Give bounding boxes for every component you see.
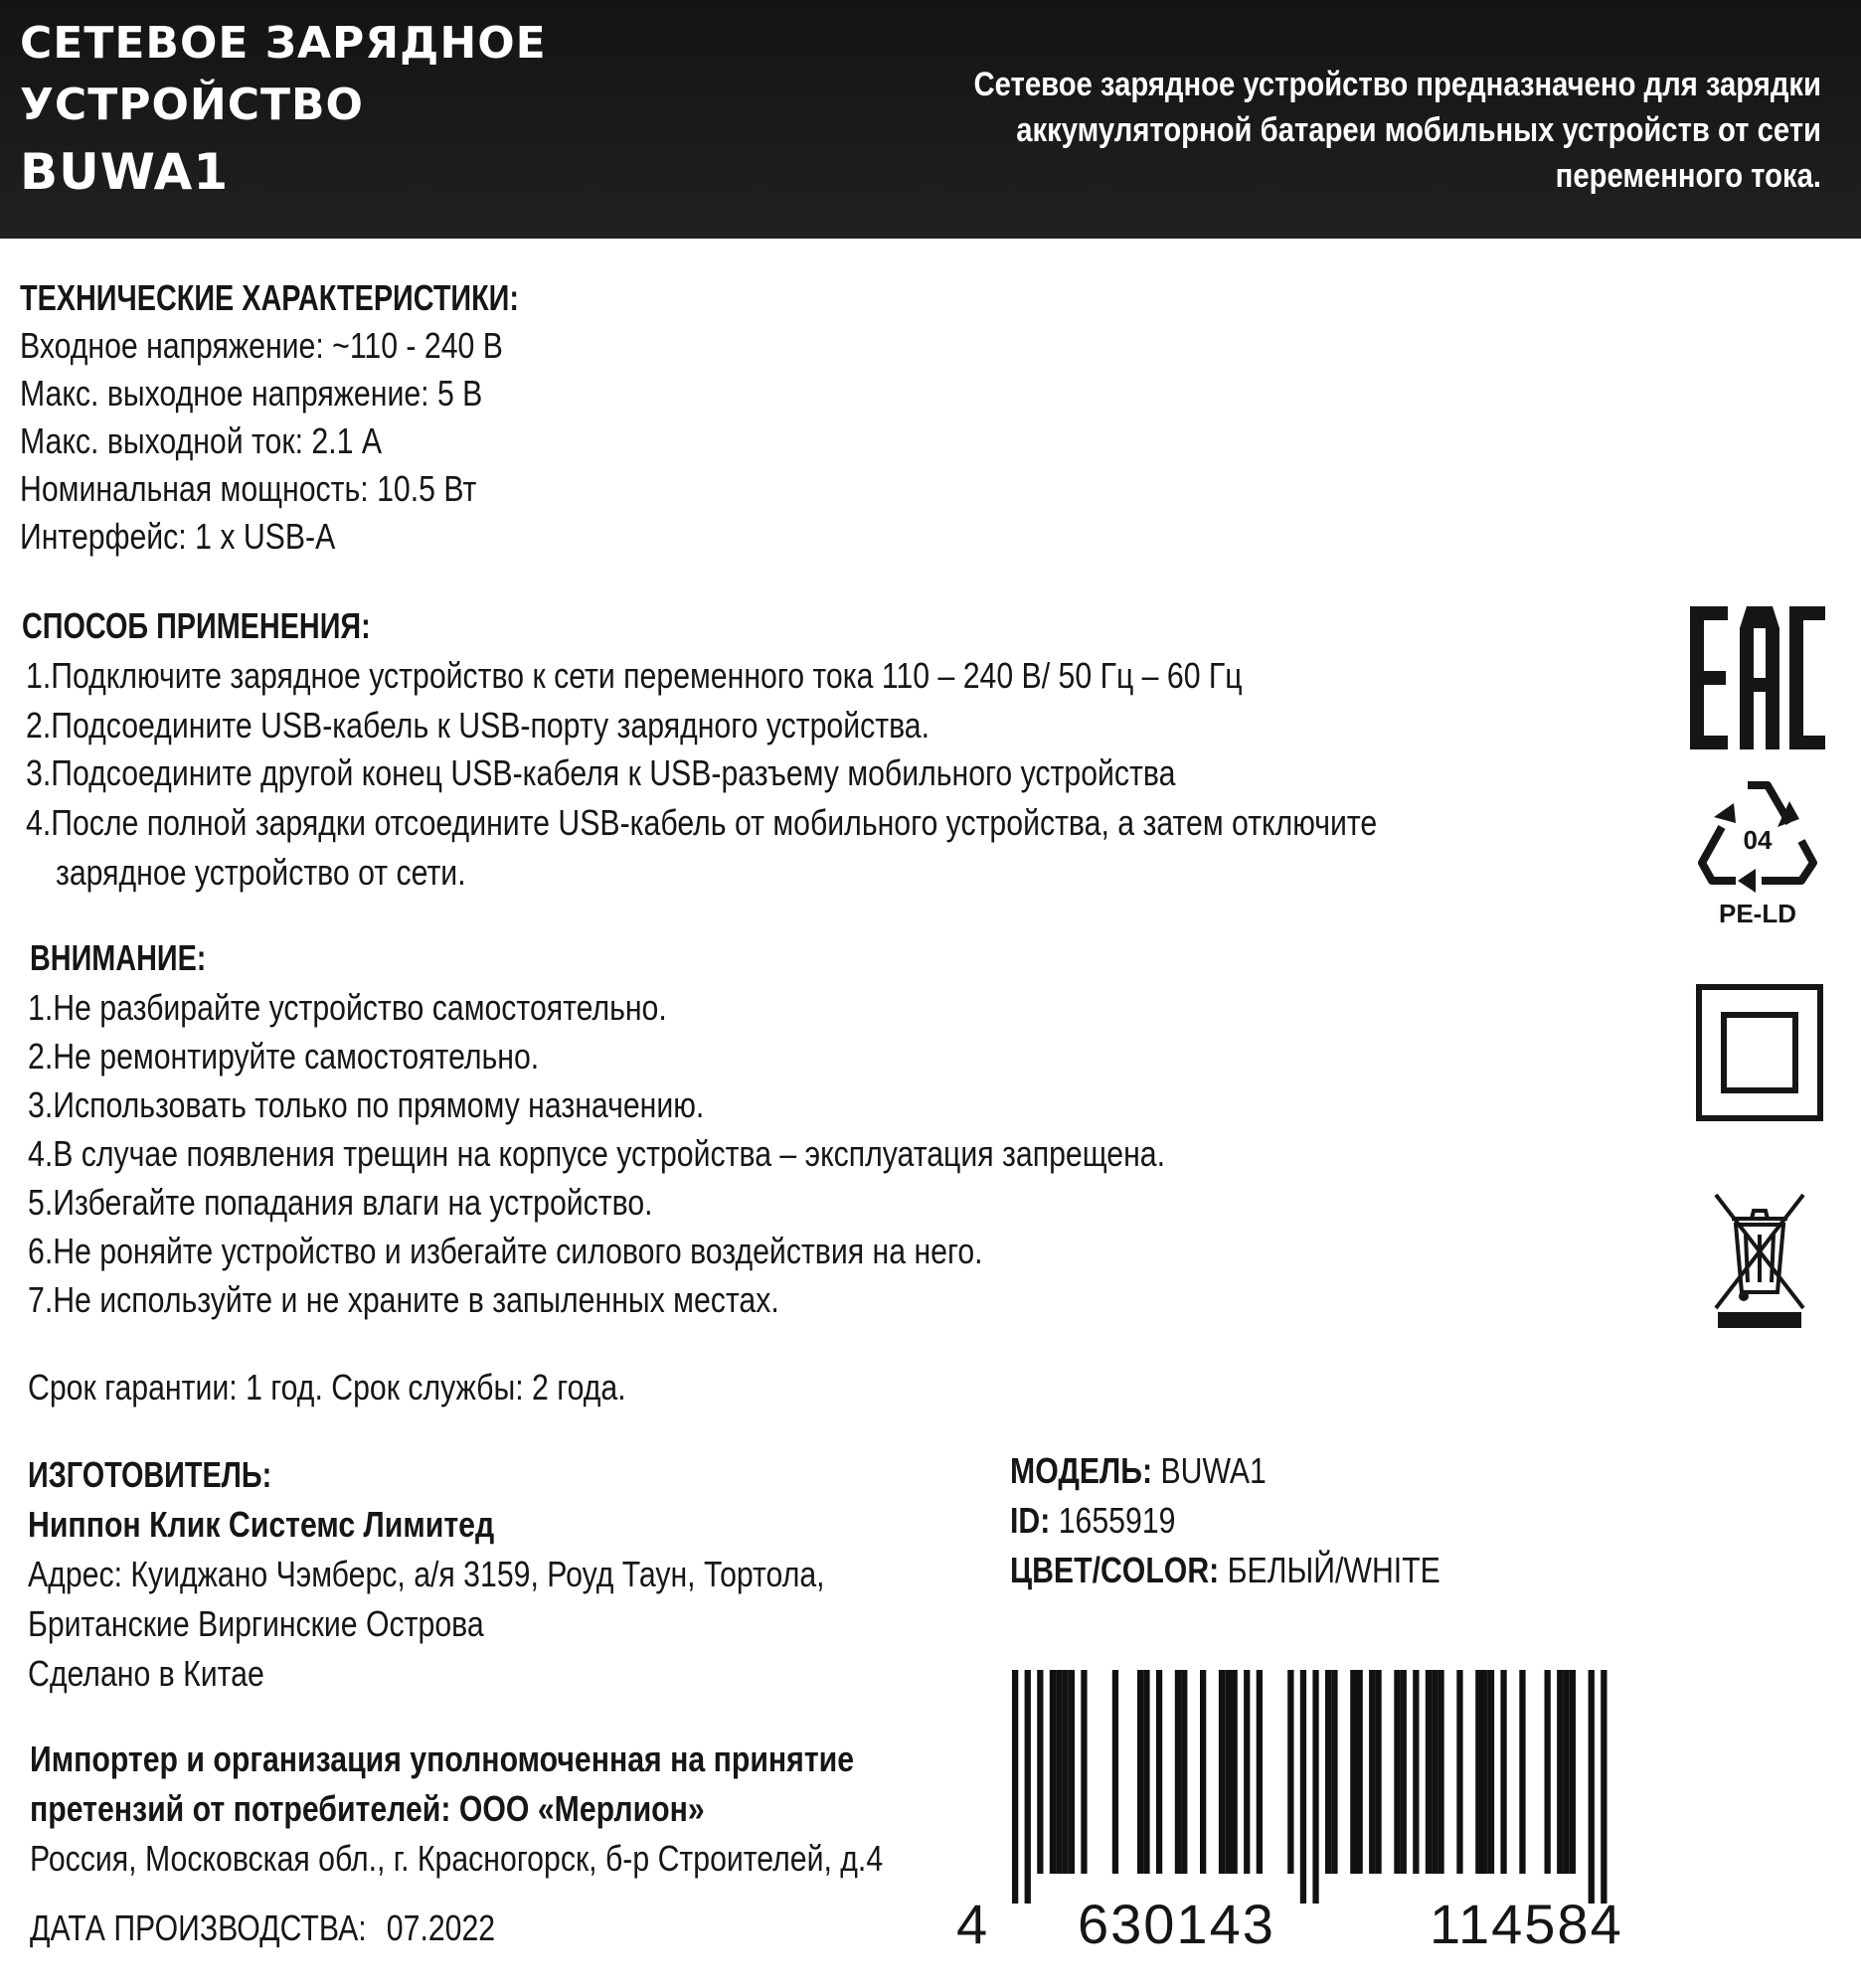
barcode-bar <box>1012 1670 1018 1904</box>
spec-item: Макс. выходное напряжение: 5 В <box>20 373 483 414</box>
spec-item: Номинальная мощность: 10.5 Вт <box>20 468 477 509</box>
description-line1: Сетевое зарядное устройство предназначено для зарядки <box>973 66 1821 103</box>
id-label: ID: <box>1010 1500 1051 1541</box>
header-band <box>0 0 1861 239</box>
manufacturer-address-line1: Адрес: Куиджано Чэмберс, а/я 3159, Роуд Таун, Тортола, <box>28 1554 825 1594</box>
recycle-material: PE-LD <box>1719 899 1796 928</box>
barcode-bar <box>1037 1670 1043 1874</box>
barcode-bar <box>1232 1670 1238 1874</box>
barcode-group2: 114584 <box>1430 1893 1623 1955</box>
warning-item: 6.Не роняйте устройство и избегайте силового воздействия на него. <box>28 1231 983 1271</box>
barcode-bar <box>1500 1670 1506 1874</box>
importer-address: Россия, Московская обл., г. Красногорск, б-р Строителей, д.4 <box>30 1838 884 1879</box>
spec-item: Макс. выходной ток: 2.1 А <box>20 420 383 461</box>
warning-heading: ВНИМАНИЕ: <box>30 937 207 978</box>
usage-step: 1.Подключите зарядное устройство к сети переменного тока 110 – 240 В/ 50 Гц – 60 Гц <box>26 655 1243 696</box>
product-description <box>838 62 1821 199</box>
recycle-icon <box>1690 775 1825 934</box>
barcode-bar <box>1257 1670 1263 1874</box>
specs-heading: ТЕХНИЧЕСКИЕ ХАРАКТЕРИСТИКИ: <box>20 277 519 318</box>
weee-crossed-bin-icon <box>1710 1191 1809 1330</box>
barcode-bar <box>1225 1670 1231 1874</box>
color-label: ЦВЕТ/COLOR: <box>1010 1550 1220 1590</box>
barcode-bar <box>1375 1670 1381 1874</box>
recycle-code: 04 <box>1743 825 1773 855</box>
barcode-bar <box>1325 1670 1331 1874</box>
barcode-bars <box>954 1670 1670 1904</box>
barcode-bar <box>1488 1670 1494 1874</box>
barcode-group1: 630143 <box>1078 1893 1275 1955</box>
barcode-bar <box>1175 1670 1181 1874</box>
barcode-bar <box>1081 1670 1087 1874</box>
manufacturer-address-line2: Британские Виргинские Острова <box>28 1603 484 1644</box>
barcode-bar <box>1056 1670 1062 1874</box>
barcode-bar <box>1357 1670 1363 1874</box>
barcode-bar <box>1112 1670 1118 1874</box>
barcode-bar <box>1219 1670 1225 1874</box>
barcode-bar <box>1570 1670 1576 1874</box>
eac-mark-icon <box>1690 606 1825 749</box>
barcode-bar <box>1244 1670 1250 1874</box>
barcode-bar <box>1432 1670 1438 1874</box>
barcode-bar <box>1050 1670 1056 1874</box>
barcode <box>954 1670 1670 1978</box>
warranty-text: Срок гарантии: 1 год. Срок службы: 2 года. <box>28 1367 626 1408</box>
spec-item: Интерфейс: 1 х USB-A <box>20 516 336 557</box>
usage-heading: СПОСОБ ПРИМЕНЕНИЯ: <box>22 605 371 646</box>
product-model-title: BUWA1 <box>20 143 230 201</box>
barcode-bar <box>1287 1670 1293 1874</box>
barcode-bar <box>1557 1670 1563 1874</box>
usage-step-continuation: зарядное устройство от сети. <box>56 852 466 893</box>
warning-item: 3.Использовать только по прямому назначению. <box>28 1084 705 1125</box>
barcode-bar <box>1350 1670 1356 1874</box>
barcode-bar <box>1062 1670 1068 1874</box>
barcode-bar <box>1143 1670 1149 1874</box>
double-insulation-icon <box>1696 984 1823 1121</box>
spec-item: Входное напряжение: ~110 - 240 В <box>20 325 503 366</box>
barcode-bar <box>1589 1670 1595 1904</box>
warning-item: 5.Избегайте попадания влаги на устройство. <box>28 1182 653 1223</box>
id-line <box>1010 1500 1176 1541</box>
barcode-bar <box>1137 1670 1143 1874</box>
barcode-bar <box>1426 1670 1432 1874</box>
barcode-bar <box>1331 1670 1337 1874</box>
warning-item: 2.Не ремонтируйте самостоятельно. <box>28 1036 540 1077</box>
barcode-bar <box>1181 1670 1187 1874</box>
barcode-bar <box>1601 1670 1607 1904</box>
barcode-bar <box>1456 1670 1462 1874</box>
warning-item: 1.Не разбирайте устройство самостоятельно. <box>28 987 667 1028</box>
barcode-first-digit: 4 <box>956 1893 990 1955</box>
barcode-bar <box>1369 1670 1375 1874</box>
origin-country: Сделано в Китае <box>28 1653 264 1694</box>
usage-step: 2.Подсоедините USB-кабель к USB-порту зарядного устройства. <box>26 705 930 746</box>
product-title-line1: СЕТЕВОЕ ЗАРЯДНОЕ <box>20 18 547 69</box>
barcode-bar <box>1413 1670 1419 1874</box>
manufacturer-name: Ниппон Клик Системс Лимитед <box>28 1504 495 1545</box>
barcode-bar <box>1438 1670 1443 1874</box>
barcode-bar <box>1401 1670 1407 1874</box>
production-date <box>30 1907 496 1948</box>
barcode-bar <box>1300 1670 1306 1904</box>
production-date-label: ДАТА ПРОИЗВОДСТВА: <box>30 1907 367 1948</box>
barcode-bar <box>1312 1670 1318 1904</box>
barcode-bar <box>1200 1670 1206 1874</box>
barcode-bar <box>1156 1670 1162 1874</box>
usage-step: 3.Подсоедините другой конец USB-кабеля к USB-разъему мобильного устройства <box>26 752 1176 793</box>
color-line <box>1010 1550 1440 1590</box>
description-line2: аккумуляторной батареи мобильных устройств от сети переменного тока. <box>1016 111 1821 195</box>
barcode-bar <box>1545 1670 1551 1874</box>
usage-step: 4.После полной зарядки отсоедините USB-кабель от мобильного устройства, а затем отключите <box>26 802 1378 843</box>
model-label: МОДЕЛЬ: <box>1010 1450 1153 1491</box>
importer-line1: Импортер и организация уполномоченная на принятие <box>30 1739 855 1779</box>
warning-item: 4.В случае появления трещин на корпусе устройства – эксплуатация запрещена. <box>28 1133 1166 1174</box>
barcode-bar <box>1394 1670 1400 1874</box>
barcode-bar <box>1475 1670 1481 1874</box>
model-line <box>1010 1450 1267 1491</box>
barcode-bar <box>1519 1670 1525 1874</box>
barcode-bar <box>1025 1670 1031 1904</box>
production-date-value: 07.2022 <box>386 1907 496 1948</box>
model-value: BUWA1 <box>1160 1450 1267 1491</box>
warning-item: 7.Не используйте и не храните в запыленных местах. <box>28 1279 779 1320</box>
importer-line2: претензий от потребителей: ООО «Мерлион» <box>30 1788 705 1829</box>
product-title-line2: УСТРОЙСТВО <box>20 80 364 130</box>
barcode-bar <box>1069 1670 1075 1874</box>
manufacturer-heading: ИЗГОТОВИТЕЛЬ: <box>28 1454 272 1495</box>
id-value: 1655919 <box>1058 1500 1176 1541</box>
barcode-bar <box>1563 1670 1569 1874</box>
barcode-bar <box>1482 1670 1488 1874</box>
color-value: БЕЛЫЙ/WHITE <box>1227 1550 1440 1590</box>
